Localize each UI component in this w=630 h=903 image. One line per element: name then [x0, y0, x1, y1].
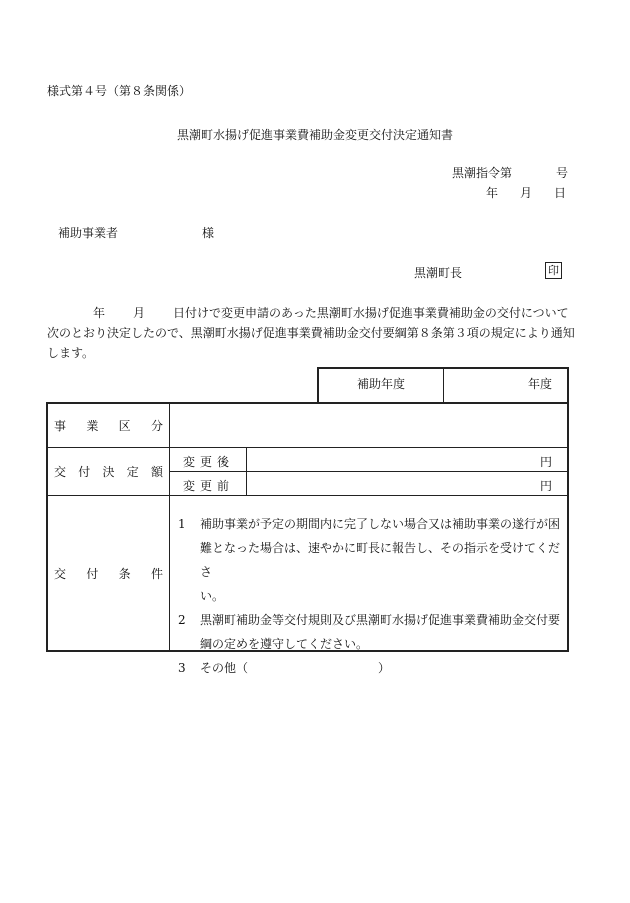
char: 事	[54, 419, 67, 433]
condition-number: 1	[178, 517, 186, 531]
char: 前	[217, 479, 230, 493]
char: 交	[54, 567, 67, 581]
condition-item	[178, 608, 563, 656]
char: 区	[118, 419, 131, 433]
body-text	[47, 303, 575, 363]
char: 更	[200, 479, 213, 493]
business-category-label	[48, 404, 168, 447]
char: 業	[86, 419, 99, 433]
fiscal-year-label: 補助年度	[356, 377, 405, 391]
condition-line: 綱の定めを遵守してください。	[200, 637, 369, 651]
char: 付	[86, 567, 99, 581]
char: 交	[54, 465, 67, 479]
char: 分	[150, 419, 163, 433]
issue-date-month: 月	[520, 186, 533, 200]
body-month: 月	[133, 306, 146, 320]
condition-text	[200, 512, 563, 608]
recipient-honorific: 様	[202, 226, 215, 240]
condition-number: 3	[178, 661, 186, 675]
grant-amount-label	[48, 448, 168, 495]
fiscal-year-unit: 年度	[527, 377, 552, 391]
issue-number-suffix: 号	[556, 166, 569, 180]
condition-line: い。	[200, 589, 225, 603]
recipient	[58, 224, 214, 241]
issue-number-prefix: 黒潮指令第	[452, 166, 513, 180]
condition-line: 補助事業が予定の期間内に完了しない場合又は補助事業の遂行が困	[200, 517, 561, 531]
char: 後	[217, 455, 230, 469]
conditions-label	[48, 496, 168, 651]
form-number: 様式第４号（第８条関係）	[47, 84, 192, 98]
condition-line: 黒潮町補助金等交付規則及び黒潮町水揚げ促進事業費補助金交付要	[200, 613, 561, 627]
recipient-label: 補助事業者	[58, 226, 119, 240]
char: 更	[200, 455, 213, 469]
condition-text	[200, 608, 563, 656]
label-column-divider	[169, 402, 170, 652]
char: 額	[150, 465, 163, 479]
char: 変	[183, 455, 196, 469]
body-year: 年	[93, 306, 106, 320]
conditions-list	[178, 512, 563, 680]
condition-item	[178, 512, 563, 608]
body-line2: 次のとおり決定したので、黒潮町水揚げ促進事業費補助金交付要綱第８条第３項の規定により通知	[47, 326, 575, 340]
seal-mark: 印	[545, 262, 562, 279]
after-change-yen: 円	[539, 455, 552, 469]
issue-date-day: 日	[554, 186, 567, 200]
char: 決	[102, 465, 115, 479]
condition-number: 2	[178, 613, 186, 627]
condition-line: その他（	[200, 661, 249, 675]
condition-text	[200, 656, 563, 680]
condition-item	[178, 656, 563, 680]
condition-line: ）	[378, 661, 391, 675]
after-change-label	[170, 453, 259, 470]
row-divider-amount	[169, 471, 569, 472]
char: 件	[150, 567, 163, 581]
issue-date-year: 年	[486, 186, 499, 200]
before-change-yen: 円	[539, 479, 552, 493]
char: 定	[126, 465, 139, 479]
document-title: 黒潮町水揚げ促進事業費補助金変更交付決定通知書	[176, 128, 453, 142]
issue-number	[452, 164, 568, 181]
body-line1: 日付けで変更申請のあった黒潮町水揚げ促進事業費補助金の交付について	[173, 306, 569, 320]
char: 条	[118, 567, 131, 581]
issuer-name: 黒潮町長	[414, 266, 463, 280]
char: 付	[78, 465, 91, 479]
issuer	[414, 264, 462, 281]
char: 変	[183, 479, 196, 493]
condition-line: 難となった場合は、速やかに町長に報告し、その指示を受けてくださ	[200, 541, 561, 579]
body-line3: します。	[47, 346, 95, 360]
before-change-label	[170, 477, 259, 494]
issue-date	[486, 184, 566, 201]
